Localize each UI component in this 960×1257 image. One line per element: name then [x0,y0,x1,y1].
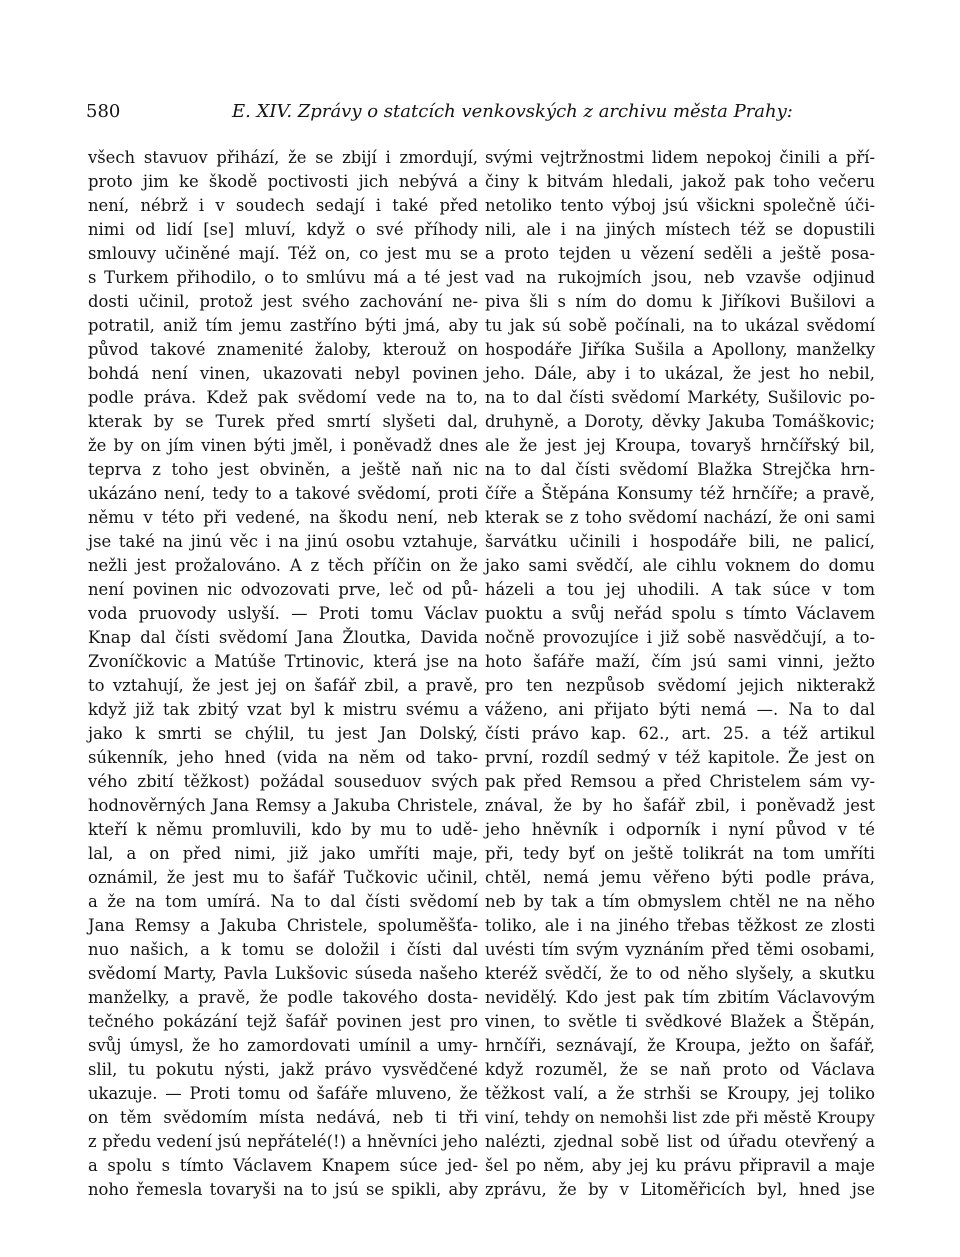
text-line: a že na tom umírá. Na to dal čísti svědomí [88,892,478,911]
text-line: nimi od lidí [se] mluví, když o své příhody [88,220,478,239]
text-line: lal, a on před nimi, již jako umříti maje, [88,844,478,863]
text-line: kterak by se Turek před smrtí slyšeti dal, [88,412,478,431]
text-line: Knap dal čísti svědomí Jana Žloutka, Davida [88,628,478,647]
text-line: to vztahují, že jest jej on šafář zbil, a pravě, [88,676,478,695]
text-line: toliko, ale i na jiného třebas těžkost ze zlosti [485,916,875,935]
text-line: šel po něm, aby jej ku právu připravil a maje [485,1156,875,1175]
text-line: a spolu s tímto Václavem Knapem súce jed- [88,1156,478,1175]
text-line: zprávu, že by v Litoměřicích byl, hned jse [485,1180,875,1199]
text-line: těžkost valí, a že strhši se Kroupy, jej toliko [485,1084,875,1103]
text-line: ale že jest jej Kroupa, tovaryš hrnčířský bil, [485,436,875,455]
text-line: hodnověrných Jana Remsy a Jakuba Christele, [88,796,478,815]
text-line: oznámil, že jest mu to šafář Tučkovic učinil, [88,868,478,887]
text-line: hrnčíři, seznávají, že Kroupa, ježto on šafář, [485,1036,875,1055]
text-line: vinen, to světle ti svědkové Blažek a Štěpán, [485,1012,875,1031]
text-line: kteréž svědčí, že to od něho slyšely, a skutku [485,964,875,983]
text-line: nočně provozujíce i již sobě nasvědčují, a to- [485,628,875,647]
text-line: puoktu a svůj neřád spolu s tímto Václavem [485,604,875,623]
text-line: že by on jím vinen býti jměl, i poněvadž dnes [88,436,478,455]
text-line: vého zbití těžkost) požádal souseduov svých [88,772,478,791]
text-line: nuo našich, a k tomu se doložil i čísti dal [88,940,478,959]
text-line: jeho hněvník i odporník i nyní původ v té [485,820,875,839]
text-line: voda pruovody uslyší. — Proti tomu Václav [88,604,478,623]
text-line: váženo, ani přijato býti nemá —. Na to dal [485,700,875,719]
text-line: pak před Remsou a před Christelem sám vy- [485,772,875,791]
text-line: s Turkem přihodilo, o to smlúvu má a té jest [88,268,478,287]
text-line: Jana Remsy a Jakuba Christele, spoluměšťa- [88,916,478,935]
text-line: vad na rukojmích jsou, neb vzavše odjinud [485,268,875,287]
text-line: když rozuměl, že se naň proto od Václava [485,1060,875,1079]
text-line: původ takové znamenité žaloby, kterouž on [88,340,478,359]
text-line: proto jim ke škodě poctivosti jich nebývá a [88,172,478,191]
text-line: z předu vedení jsú nepřátelé(!) a hněvníci jeho [88,1132,478,1151]
right-column [485,146,875,1199]
text-line: jako k smrti se chýlil, tu jest Jan Dolský, [88,724,478,743]
text-line: čísti právo kap. 62., art. 25. a též artikul [485,724,875,743]
text-line: nalézti, zjednal sobě list od úřadu otevřený a [485,1132,875,1151]
text-line: smlouvy učiněné mají. Též on, co jest mu se [88,244,478,263]
text-line: šarvátku učinili i hospodáře bili, ne palicí, [485,532,875,551]
text-line: jeho. Dále, aby i to ukázal, že jest ho nebil, [485,364,875,383]
text-line: teprva z toho jest obviněn, a ještě naň nic [88,460,478,479]
text-line: když již tak zbitý vzat byl k mistru svému a [88,700,478,719]
text-line: ukázáno není, tedy to a takové svědomí, proti [88,484,478,503]
text-line: svědomí Marty, Pavla Lukšovic súseda našeho [88,964,478,983]
text-line: němu v této při vedené, na škodu není, neb [88,508,478,527]
text-line: neb by tak a tím obmyslem chtěl ne na něho [485,892,875,911]
text-line: tečného pokázání tejž šafář povinen jest pro [88,1012,478,1031]
text-line: číře a Štěpána Konsumy též hrnčíře; a pravě, [485,484,875,503]
text-line: potratil, aniž tím jemu zastříno býti jmá, aby [88,316,478,335]
text-line: manželky, a pravě, že podle takového dosta- [88,988,478,1007]
text-line: nežli jest prožalováno. A z těch příčin on že [88,556,478,575]
text-line: noho řemesla tovaryši na to jsú se spikli, aby [88,1180,478,1199]
text-line: on těm svědomím místa nedává, neb ti tři [88,1108,478,1127]
text-line: slil, tu pokutu nýsti, jakž právo vysvědčené [88,1060,478,1079]
text-line: súkenník, jeho hned (vida na něm od tako- [88,748,478,767]
text-line: Zvoníčkovic a Matúše Trtinovic, která jse na [88,652,478,671]
text-line: a proto tejden u vězení seděli a ještě posa- [485,244,875,263]
text-line: nili, ale i na jiných místech též se dopustili [485,220,875,239]
text-line: dosti učinil, protož jest svého zachování ne- [88,292,478,311]
text-line: jako sami svědčí, ale cihlu voknem do domu [485,556,875,575]
text-line: hoto šafáře maží, čím jsú sami vinni, ježto [485,652,875,671]
text-line: svůj úmysl, že ho zamordovati umínil a umy- [88,1036,478,1055]
page-number: 580 [86,101,121,122]
text-line: nevidělý. Kdo jest pak tím zbitím Václavovým [485,988,875,1007]
text-line: podle práva. Kdež pak svědomí vede na to, [88,388,478,407]
running-head: E. XIV. Zprávy o statcích venkovských z archivu města Prahy: [232,101,793,122]
text-line: svými vejtržnostmi lidem nepokoj činili a pří- [485,148,875,167]
text-line: bohdá není vinen, ukazovati nebyl povinen [88,364,478,383]
text-line: na to dal čísti svědomí Blažka Strejčka hrn- [485,460,875,479]
text-line: znával, že by ho šafář zbil, i poněvadž jest [485,796,875,815]
text-line: druhyně, a Doroty, děvky Jakuba Tomáškovic; [485,412,875,431]
text-line: činy k bitvám hledali, jakož pak toho večeru [485,172,875,191]
text-line: piva šli s ním do domu k Jiříkovi Bušilovi a [485,292,875,311]
text-line: tu jak sú sobě počínali, na to ukázal svědomí [485,316,875,335]
text-line: kterak se z toho svědomí nachází, že oni sami [485,508,875,527]
text-line: všech stavuov přihází, že se zbijí i zmordují, [88,148,478,167]
text-line: chtěl, nemá jemu věřeno býti podle práva, [485,868,875,887]
text-line: netoliko tento výboj jsú všickni společně úči- [485,196,875,215]
left-column [88,146,478,1199]
text-line: házeli a tou jej uhodili. A tak súce v tom [485,580,875,599]
text-line: pro ten nezpůsob svědomí jejich nikterakž [485,676,875,695]
text-line: na to dal čísti svědomí Markéty, Sušilovic po- [485,388,875,407]
text-line: první, rozdíl sedmý v též kapitole. Že jest on [485,748,875,767]
text-line: hospodáře Jiříka Sušila a Apollony, manželky [485,340,875,359]
text-line: jse také na jinú věc i na jinú osobu vztahuje, [88,532,478,551]
text-line: není, nébrž i v soudech sedají i také před [88,196,478,215]
text-line: při, tedy byť on ještě tolikrát na tom umříti [485,844,875,863]
text-line: ukazuje. — Proti tomu od šafáře mluveno, že [88,1084,478,1103]
text-line: kteří k němu promluvili, kdo by mu to udě- [88,820,478,839]
text-line: viní, tehdy on nemohši list zde při městě Kroupy [485,1108,875,1127]
text-line: není povinen nic odvozovati prve, leč od pů- [88,580,478,599]
text-line: uvésti tím svým vyznáním před těmi osobami, [485,940,875,959]
